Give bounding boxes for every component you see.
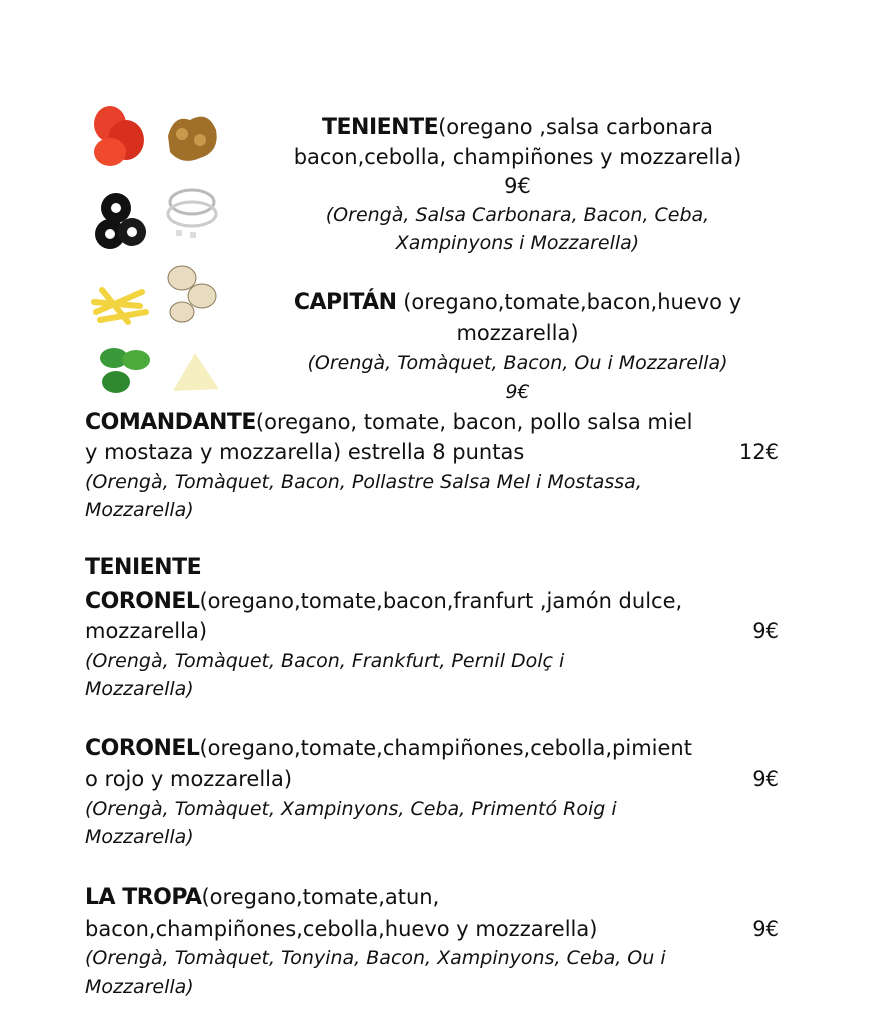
pizza-name: LA TROPA: [85, 885, 202, 910]
pizza-ingredients-catalan: (Orengà, Tomàquet, Bacon, Ou i Mozzarella): [307, 352, 728, 374]
onion-icon: [160, 180, 222, 246]
pizza-ingredients-catalan: Mozzarella): [85, 499, 194, 521]
pizza-ingredients-catalan: Xampinyons i Mozzarella): [395, 232, 640, 254]
mushrooms-icon: [160, 260, 222, 326]
pizza-name: TENIENTE: [322, 115, 439, 140]
pizza-price: 9€: [504, 174, 531, 198]
pizza-ingredients: (oregano ,salsa carbonara: [438, 115, 713, 139]
pizza-price: 12€: [738, 440, 779, 464]
pizza-ingredients: bacon,champiñones,cebolla,huevo y mozzarella): [85, 917, 598, 941]
pepperoni-icon: [88, 102, 150, 168]
pizza-ingredients: o rojo y mozzarella): [85, 767, 293, 791]
pizza-ingredients-catalan: Mozzarella): [85, 976, 194, 998]
basil-icon: [92, 338, 154, 404]
pizza-ingredients: bacon,cebolla, champiñones y mozzarella): [293, 145, 742, 169]
pizza-ingredients: y mostaza y mozzarella) estrella 8 puntas: [85, 440, 525, 464]
pizza-name: COMANDANTE: [85, 410, 256, 435]
pizza-ingredients: (oregano,tomate,bacon,franfurt ,jamón dulce,: [199, 589, 683, 613]
pizza-ingredients: (oregano,tomate,bacon,huevo y: [396, 290, 742, 314]
pizza-name: CORONEL: [85, 589, 200, 614]
pizza-ingredients-catalan: (Orengà, Tomàquet, Bacon, Frankfurt, Pernil Dolç i: [85, 650, 565, 672]
mozzarella-icon: [165, 345, 227, 411]
pizza-ingredients: mozzarella): [456, 321, 579, 345]
pizza-ingredients-catalan: Mozzarella): [85, 678, 194, 700]
pizza-ingredients-catalan: (Orengà, Tomàquet, Bacon, Pollastre Salsa Mel i Mostassa,: [85, 471, 642, 493]
pizza-price: 9€: [752, 917, 779, 941]
pizza-ingredients-catalan: (Orengà, Salsa Carbonara, Bacon, Ceba,: [325, 204, 710, 226]
pizza-ingredients-catalan: (Orengà, Tomàquet, Tonyina, Bacon, Xampinyons, Ceba, Ou i: [85, 947, 666, 969]
pizza-ingredients-catalan: (Orengà, Tomàquet, Xampinyons, Ceba, Primentó Roig i: [85, 798, 617, 820]
pizza-ingredients-catalan: Mozzarella): [85, 826, 194, 848]
pizza-price: 9€: [752, 767, 779, 791]
pizza-ingredients: (oregano, tomate, bacon, pollo salsa miel: [255, 410, 693, 434]
pizza-ingredients: (oregano,tomate,champiñones,cebolla,pimient: [199, 736, 692, 760]
pizza-ingredients: mozzarella): [85, 619, 208, 643]
olives-icon: [90, 188, 152, 254]
pizza-name: CAPITÁN: [293, 290, 397, 315]
pizza-name: TENIENTE: [85, 555, 202, 580]
pizza-name: CORONEL: [85, 736, 200, 761]
cheese-strips-icon: [88, 272, 150, 338]
pizza-ingredients: (oregano,tomate,atun,: [201, 885, 440, 909]
pizza-price: 9€: [752, 619, 779, 643]
bacon-bits-icon: [160, 106, 222, 172]
pizza-price: 9€: [505, 381, 530, 403]
